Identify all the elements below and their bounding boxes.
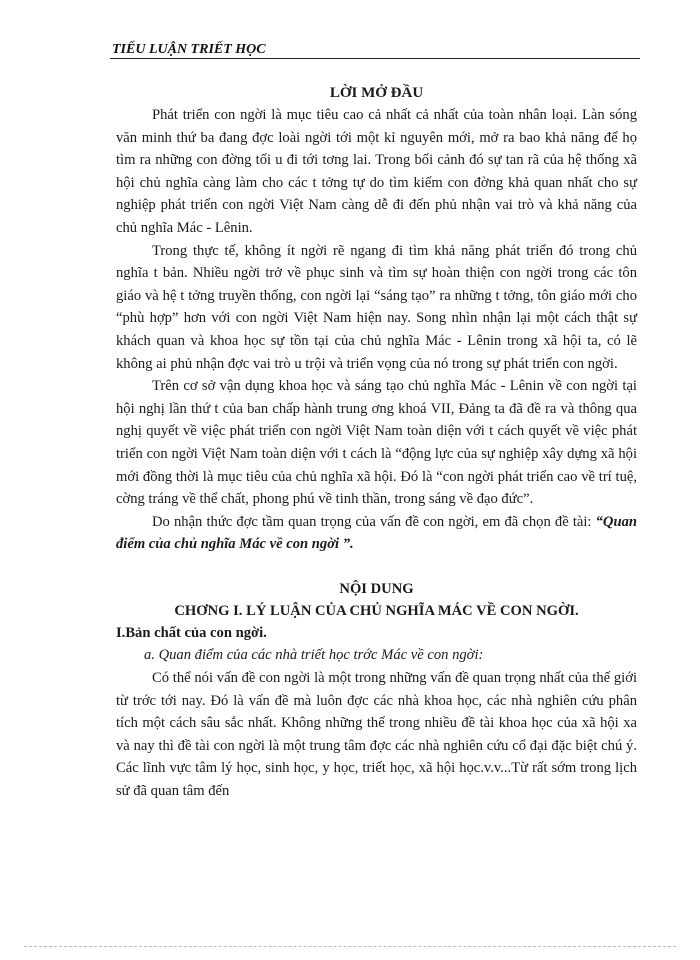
chapter-heading: CHƠNG I. LÝ LUẬN CỦA CHỦ NGHĨA MÁC VỀ CON NGỜI. [174, 602, 579, 619]
document-body [116, 82, 637, 803]
intro-paragraph-3: Trên cơ sở vận dụng khoa học và sáng tạo chủ nghĩa Mác - Lênin về con ngời tại hội nghị lần thứ t của ban chấp hành trung ơng khoá VII, Đảng ta đã đề ra và thông qua nghị quyết về việc phát triển con ngời Việt Nam toàn diện với t cách quyết về việc phát triển con ngời Việt Nam toàn diện với t cách là “động lực của sự nghiệp xây dựng xã hội mới đồng thời là mục tiêu của chủ nghĩa xã hội. Đó là “con ngời phát triển cao về trí tuệ, cờng tráng về thể chất, phong phú về tinh thần, trong sáng về đạo đức”. [116, 378, 637, 508]
header-rule [110, 58, 640, 59]
footer-rule [24, 946, 676, 947]
intro-paragraph-4-text: Do nhận thức đợc tầm quan trọng của vấn đề con ngời, em đã chọn đề tài: [152, 513, 596, 530]
intro-paragraph-4 [116, 511, 637, 556]
intro-paragraph-2: Trong thực tế, không ít ngời rẽ ngang đi tìm khả năng phát triển đó trong chủ nghĩa t bản. Nhiều ngời trở về phục sinh và tìm sự hoàn thiện con ngời trong các tôn giáo và hệ t tởng truyền thống, con ngời lại “sáng tạo” ra những t tởng, tôn giáo mới cho “phù hợp” hơn với con ngời Việt Nam hiện nay. Song nhìn nhận lại một cách thật sự khách quan và khoa học sự tồn tại của chủ nghĩa Mác - Lênin trong xã hội ta, có lẽ không ai phủ nhận đợc vai trò u trội và triển vọng của nó trong sự phát triển con ngời. [116, 242, 637, 372]
content-heading: NỘI DUNG [339, 580, 414, 597]
running-header: TIỂU LUẬN TRIẾT HỌC [112, 42, 266, 57]
intro-heading: LỜI MỞ ĐẦU [329, 85, 424, 101]
content-paragraph-1: Có thể nói vấn đề con ngời là một trong những vấn đề quan trọng nhất của thế giới từ trớc tới nay. Đó là vấn đề mà luôn đợc các nhà khoa học, các nhà nghiên cứu phân tích một cách sâu sắc nhất. Không những thế trong nhiều đề tài khoa học của xã hội xa và nay thì đề tài con ngời là một trung tâm đợc các nhà nghiên cứu cổ đại đặc biệt chú ý. Các lĩnh vực tâm lý học, sinh học, y học, triết học, xã hội học.v.v...Từ rất sớm trong lịch sử đã quan tâm đến [116, 670, 637, 800]
intro-paragraph-1: Phát triển con ngời là mục tiêu cao cả nhất cả nhất của toàn nhân loại. Làn sóng văn minh thứ ba đang đợc loài ngời tới một kỉ nguyên mới, mở ra bao khả năng để họ tìm ra những con đờng tối u đi tới tơng lai. Trong bối cảnh đó sự tan rã của hệ thống xã hội chủ nghĩa càng làm cho các t tởng tự do tìm kiếm con đờng khả quan nhất cho sự nghiệp phát triển con ngời Việt Nam càng dễ đi đến phủ nhận vai trò và khả năng của chủ nghĩa Mác - Lênin. [116, 107, 637, 236]
subsection-heading: a. Quan điểm của các nhà triết học trớc Mác về con ngời: [144, 647, 484, 664]
spacer [116, 556, 637, 578]
section-heading: I.Bản chất của con ngời. [116, 624, 267, 641]
topic-title: “Quan điểm của chủ nghĩa Mác về con ngời ”. [116, 513, 637, 553]
